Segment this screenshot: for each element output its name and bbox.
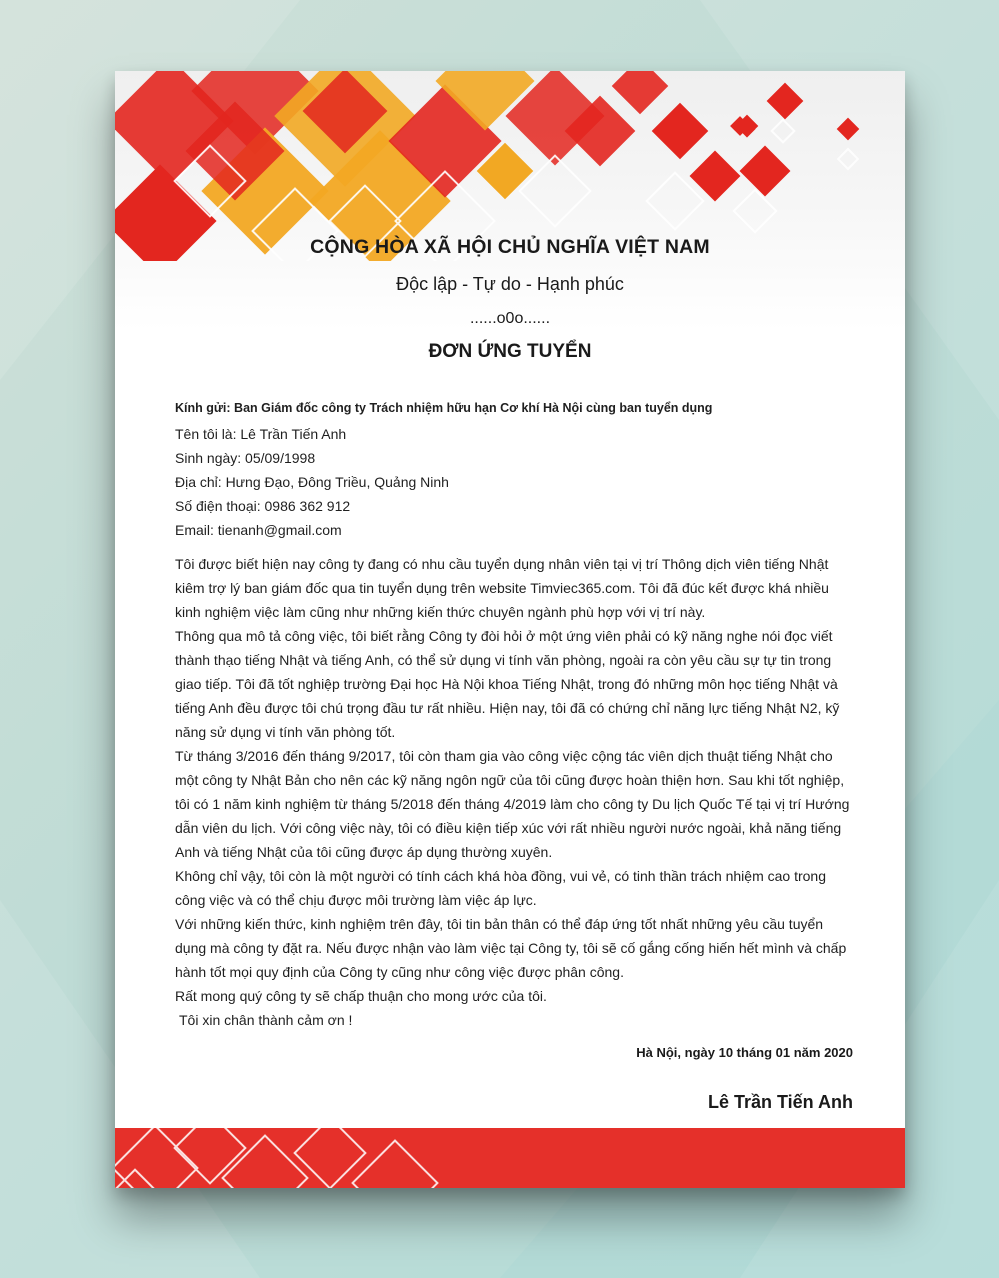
bottom-red-band [115,1128,905,1188]
national-title: CỘNG HÒA XÃ HỘI CHỦ NGHĨA VIỆT NAM [310,236,710,258]
body-paragraph-2: Thông qua mô tả công việc, tôi biết rằng Công ty đòi hỏi ở một ứng viên phải có kỹ năng nghe nói đọc viết thành thạo tiếng Nhật và tiếng Anh, có thể sử dụng vi tính văn phòng, ngoài ra còn yêu cầu sự tự tin trong giao tiếp. Tôi đã tốt nghiệp trường Đại học Hà Nội khoa Tiếng Nhật, trong đó những môn học tiếng Nhật và tiếng Anh đều được tôi chú trọng đầu tư rất nhiều. Hiện nay, tôi đã có chứng chỉ năng lực tiếng Nhật N2, kỹ năng sử dụng vi tính văn phòng tốt. [175,628,840,740]
ornament-divider: ......o0o...... [469,310,551,327]
body-paragraph-6: Rất mong quý công ty sẽ chấp thuận cho mong ước của tôi. [175,988,547,1004]
letter-content [175,399,855,1032]
body-paragraph-3: Từ tháng 3/2016 đến tháng 9/2017, tôi còn tham gia vào công việc cộng tác viên dịch thuật tiếng Nhật cho một công ty Nhật Bản cho nên các kỹ năng ngôn ngữ của tôi cũng được hoàn thiện hơn. Sau khi tốt nghiệp, tôi có 1 năm kinh nghiệm từ tháng 5/2018 đến tháng 4/2019 làm cho công ty Du lịch Quốc Tế tại vị trí Hướng dẫn viên du lịch. Với công việc này, tôi có điều kiện tiếp xúc với rất nhiều người nước ngoài, khả năng tiếng Anh và tiếng Nhật của tôi cũng được áp dụng thường xuyên. [175,748,850,860]
applicant-email: Email: tienanh@gmail.com [175,522,342,538]
place-date-line: Hà Nội, ngày 10 tháng 01 năm 2020 [636,1045,853,1060]
applicant-dob: Sinh ngày: 05/09/1998 [175,450,316,466]
recipient-line: Kính gửi: Ban Giám đốc công ty Trách nhiệm hữu hạn Cơ khí Hà Nội cùng ban tuyển dụng [175,401,713,415]
applicant-address: Địa chỉ: Hưng Đạo, Đông Triều, Quảng Ninh [175,474,449,490]
application-letter-page [115,71,905,1188]
body-paragraph-1: Tôi được biết hiện nay công ty đang có nhu cầu tuyển dụng nhân viên tại vị trí Thông dịch viên tiếng Nhật kiêm trợ lý ban giám đốc qua tin tuyển dụng trên website Timviec365.com. Tôi đã đúc kết được khá nhiều kinh nghiệm việc làm cũng như những kiến thức chuyên ngành phù hợp với vị trí này. [175,556,829,620]
body-paragraph-4: Không chỉ vậy, tôi còn là một người có tính cách khá hòa đồng, vui vẻ, có tinh thần trách nhiệm cao trong công việc và có thể chịu được môi trường làm việc áp lực. [175,868,827,908]
body-paragraph-5: Với những kiến thức, kinh nghiệm trên đây, tôi tin bản thân có thể đáp ứng tốt nhất những yêu cầu tuyển dụng mà công ty đặt ra. Nếu được nhận vào làm việc tại Công ty, tôi sẽ cố gắng cống hiến hết mình và chấp hành tốt mọi quy định của Công ty cũng như công việc được phân công. [175,916,847,980]
signature-name: Lê Trần Tiến Anh [707,1092,853,1112]
letter-body [175,552,855,1032]
national-motto: Độc lập - Tự do - Hạnh phúc [396,274,624,294]
document-title: ĐƠN ỨNG TUYỂN [428,341,592,362]
applicant-phone: Số điện thoại: 0986 362 912 [175,498,351,514]
thank-you-line: Tôi xin chân thành cảm ơn ! [179,1012,353,1028]
applicant-name: Tên tôi là: Lê Trần Tiến Anh [175,426,347,442]
